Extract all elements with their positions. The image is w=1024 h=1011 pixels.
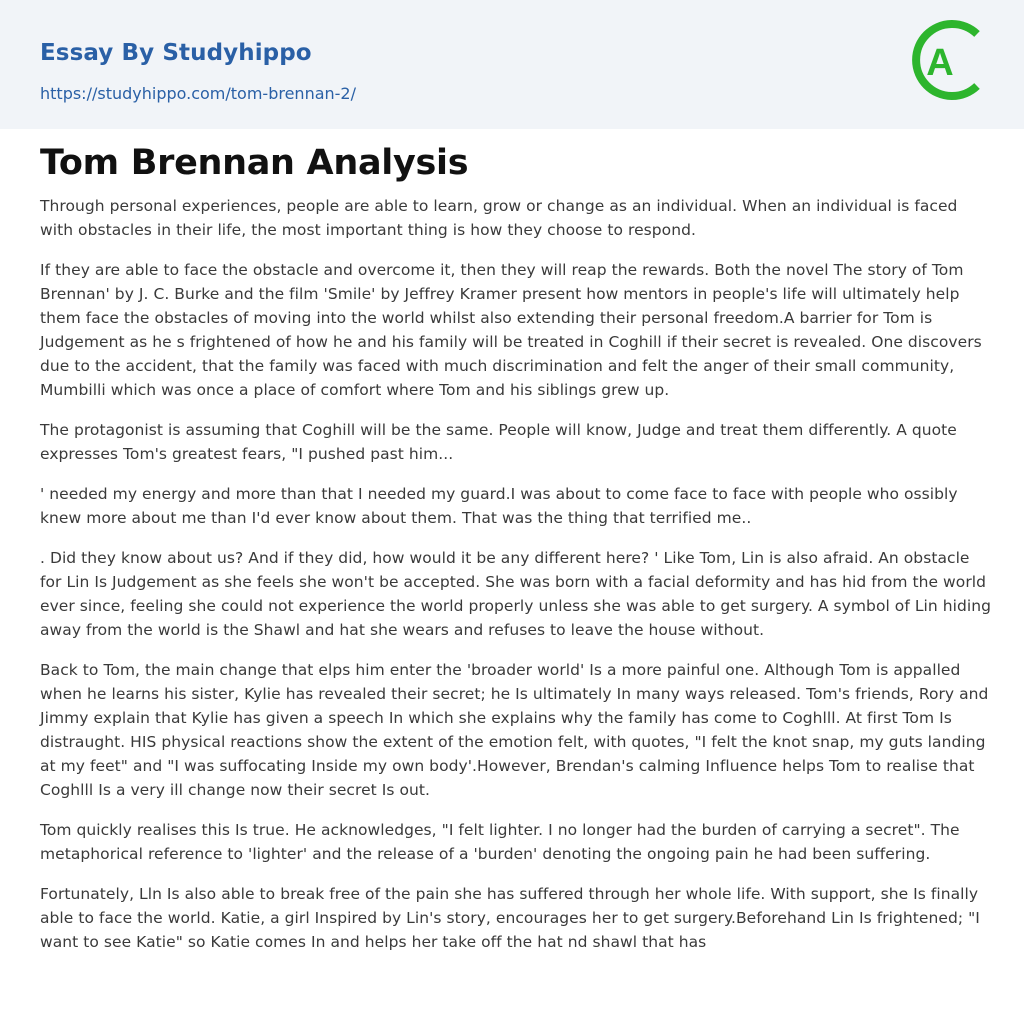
essay-url-link[interactable]: https://studyhippo.com/tom-brennan-2/ xyxy=(40,84,356,103)
essay-paragraph: Tom quickly realises this Is true. He acknowledges, "I felt lighter. I no longer had the burden of carrying a secret". The metaphorical reference to 'lighter' and the release of a 'burden' denoting the ongoing pain he had been suffering. xyxy=(40,821,960,863)
essay-paragraph: Back to Tom, the main change that elps him enter the 'broader world' Is a more painful one. Although Tom is appalled when he learns his sister, Kylie has revealed their secret; he Is ultimately In many ways released. Tom's friends, Rory and Jimmy explain that Kylie has given a speech In which she explains why the family has come to Coghlll. At first Tom Is distraught. HIS physical reactions show the extent of the emotion felt, with quotes, "I felt the knot snap, my guts landing at my feet" and "I was suffocating Inside my own body'.However, Brendan's calming Influence helps Tom to realise that Coghlll Is a very ill change now their secret Is out. xyxy=(40,661,989,799)
essay-paragraph: The protagonist is assuming that Coghill will be the same. People will know, Judge and treat them differently. A quote expresses Tom's greatest fears, "I pushed past him... xyxy=(40,421,957,463)
brand-title: Essay By Studyhippo xyxy=(40,40,312,66)
essay-body xyxy=(40,194,992,970)
essay-paragraph: Fortunately, Lln Is also able to break free of the pain she has suffered through her whole life. With support, she Is finally able to face the world. Katie, a girl Inspired by Lin's story, encourages her to get surgery.Beforehand Lin Is frightened; "I want to see Katie" so Katie comes In and helps her take off the hat nd shawl that has xyxy=(40,885,980,951)
site-header xyxy=(0,0,1024,129)
studyhippo-logo-icon[interactable] xyxy=(907,15,989,107)
essay-paragraph: ' needed my energy and more than that I needed my guard.I was about to come face to face with people who ossibly knew more about me than I'd ever know about them. That was the thing that terrified me.. xyxy=(40,485,958,527)
page-title: Tom Brennan Analysis xyxy=(40,143,469,183)
essay-paragraph: Through personal experiences, people are able to learn, grow or change as an individual. When an individual is faced with obstacles in their life, the most important thing is how they choose to respond. xyxy=(40,197,958,239)
essay-paragraph: If they are able to face the obstacle and overcome it, then they will reap the rewards. Both the novel The story of Tom Brennan' by J. C. Burke and the film 'Smile' by Jeffrey Kramer present how mentors in people's life will ultimately help them face the obstacles of moving into the world whilst also extending their personal freedom.A barrier for Tom is Judgement as he s frightened of how he and his family will be treated in Coghill if their secret is revealed. One discovers due to the accident, that the family was faced with much discrimination and felt the anger of their small community, Mumbilli which was once a place of comfort where Tom and his siblings grew up. xyxy=(40,261,982,399)
logo-letter: A xyxy=(926,42,954,84)
essay-paragraph: . Did they know about us? And if they did, how would it be any different here? ' Like Tom, Lin is also afraid. An obstacle for Lin Is Judgement as she feels she won't be accepted. She was born with a facial deformity and has hid from the world ever since, feeling she could not experience the world properly unless she was able to get surgery. A symbol of Lin hiding away from the world is the Shawl and hat she wears and refuses to leave the house without. xyxy=(40,549,991,639)
